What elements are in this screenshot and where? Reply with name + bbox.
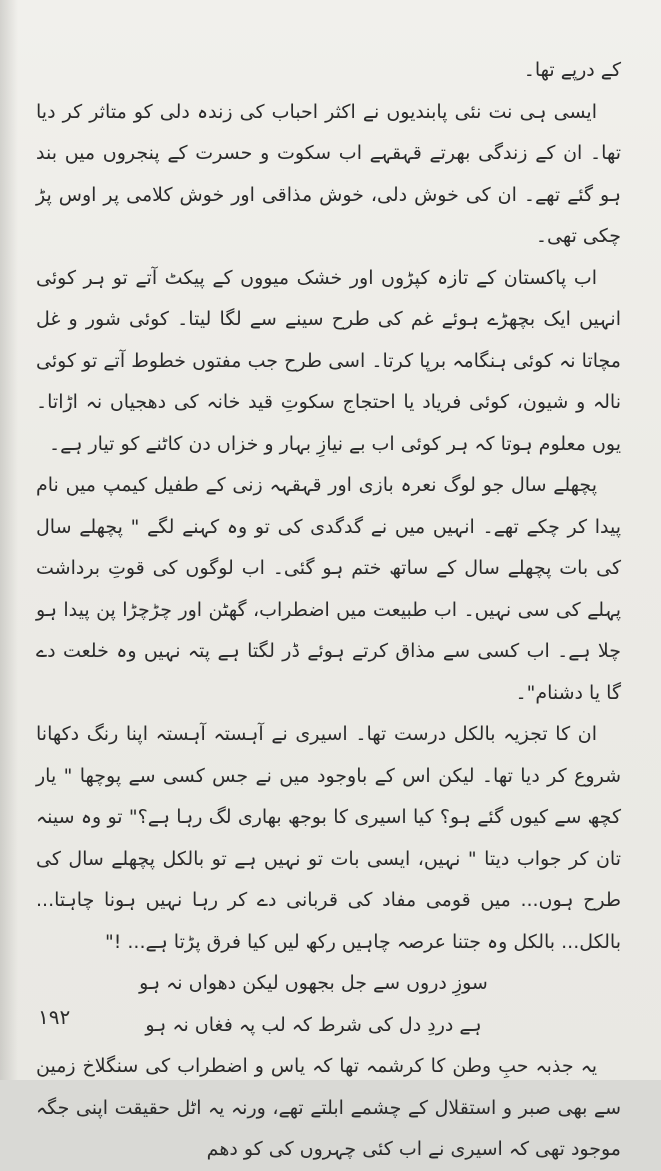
paragraph-3: اب پاکستان کے تازہ کپڑوں اور خشک میووں کے پیکٹ آتے تو ہر کوئی انہیں ایک بچھڑے ہوئے غم کی طرح سینے سے لگا لیتا۔ کوئی شور و غل مچاتا نہ کوئی ہنگامہ برپا کرتا۔ اسی طرح جب مفتوں خطوط آتے تو کوئی نالہ و شیون، کوئی فریاد یا احتجاج سکوتِ قید خانہ کی دھجیاں نہ اڑاتا۔ یوں معلوم ہوتا کہ ہر کوئی اب بے نیازِ بہار و خزاں دن کاٹنے کو تیار ہے۔ — [36, 266, 621, 455]
paragraph-2: ایسی ہی نت نئی پابندیوں نے اکثر احباب کی زندہ دلی کو متاثر کر دیا تھا۔ ان کے زندگی بھرتے قہقہے اب سکوت و حسرت کے پنجروں میں بند ہو گئے تھے۔ ان کی خوش دلی، خوش مذاقی اور خوش کلامی پر اوس پڑ چکی تھی۔ — [36, 100, 621, 247]
verse-line-1: سوزِ دروں سے جل بجھوں لیکن دھواں نہ ہو — [139, 972, 488, 994]
page-number: ۱۹۲ — [38, 1005, 71, 1029]
page-body-text — [36, 50, 621, 1171]
verse-line-2: ہے دردِ دل کی شرط کہ لب پہ فغاں نہ ہو — [145, 1013, 482, 1036]
closing-paragraph: یہ جذبہ حبِ وطن کا کرشمہ تھا کہ یاس و اضطراب کی سنگلاخ زمین سے بھی صبر و استقلال کے چشمے ابلتے تھے، ورنہ یہ اٹل حقیقت اپنی جگہ موجود تھی کہ اسیری نے اب کئی چہروں کی کو دھم — [36, 1055, 621, 1160]
paragraph-4: پچھلے سال جو لوگ نعرہ بازی اور قہقہہ زنی کے طفیل کیمپ میں نام پیدا کر چکے تھے۔ انہیں میں نے گدگدی کی تو وہ کہنے لگے " پچھلے سال کی بات پچھلے سال کے ساتھ ختم ہو گئی۔ اب لوگوں کی قوتِ برداشت پہلے کی سی نہیں۔ اب طبیعت میں اضطراب، گھٹن اور چڑچڑا پن پیدا ہو چلا ہے۔ اب کسی سے مذاق کرتے ہوئے ڈر لگتا ہے پتہ نہیں وہ خلعت دے گا یا دشنام"۔ — [36, 474, 621, 704]
paragraph-5: ان کا تجزیہ بالکل درست تھا۔ اسیری نے آہستہ آہستہ اپنا رنگ دکھانا شروع کر دیا تھا۔ لیکن اس کے باوجود میں نے جس کسی سے پوچھا " یار کچھ سے کیوں گئے ہو؟ کیا اسیری کا بوجھ بھاری لگ رہا ہے؟" تو وہ سینہ تان کر جواب دیتا " نہیں، ایسی بات تو نہیں ہے تو بالکل پچھلے سال کی طرح ہوں... میں قومی مفاد کی قربانی دے کر رہا نہیں ہونا چاہتا... بالکل... بالکل وہ جتنا عرصہ چاہیں رکھ لیں کیا فرق پڑتا ہے... !" — [36, 723, 621, 953]
paragraph-1: کے درپے تھا۔ — [523, 59, 621, 81]
